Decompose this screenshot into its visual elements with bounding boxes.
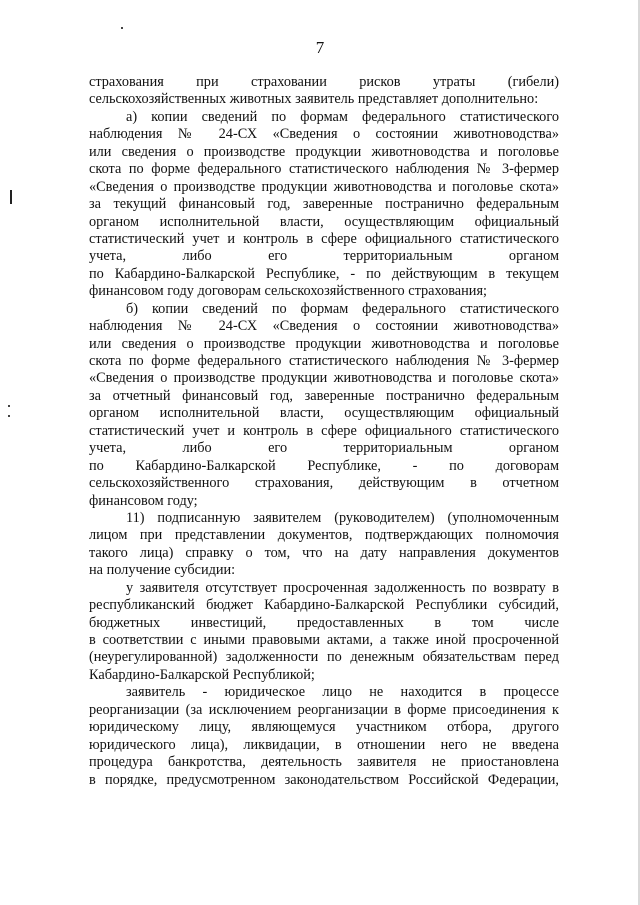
text-line: наблюдения № 24-СХ «Сведения о состоянии животноводства» [89, 318, 559, 335]
text-line: учета, либо его территориальным органом [89, 440, 559, 457]
text-line: реорганизации (за исключением реорганизации в форме присоединения к [89, 701, 559, 718]
text-line: юридического лица), ликвидации, в отношении него не введена [89, 736, 559, 753]
text-line: на получение субсидии: [89, 562, 236, 579]
text-line: Кабардино-Балкарской Республикой; [89, 666, 315, 683]
text-line: финансовом году договорам сельскохозяйственного страхования; [89, 283, 488, 300]
text-line: органом исполнительной власти, осуществляющим официальный [89, 405, 559, 422]
text-line: заявитель - юридическое лицо не находится в процессе [126, 684, 559, 701]
text-line: (неурегулированной) задолженности по денежным обязательствам перед [89, 649, 559, 666]
text-line: такого лица) справку о том, что на дату направления документов [89, 544, 559, 561]
text-line: «Сведения о производстве продукции животноводства и поголовье скота» [89, 370, 559, 387]
text-line: страхования при страховании рисков утраты (гибели) [89, 74, 559, 90]
text-line: за текущий финансовый год, заверенные постранично федеральным [89, 196, 559, 213]
scan-dot [8, 405, 10, 407]
text-line: 11) подписанную заявителем (руководителем) (уполномоченным [126, 509, 559, 526]
text-line: скота по форме федерального статистического наблюдения № 3-фермер [89, 353, 559, 369]
text-line: юридическому лицу, являющемуся участником отбора, другого [89, 719, 559, 736]
page-number: 7 [315, 38, 325, 57]
text-line: сельскохозяйственного страхования, действующим в отчетном [89, 475, 559, 492]
text-line: скота по форме федерального статистического наблюдения № 3-фермер [89, 161, 559, 178]
scan-margin-mark [10, 190, 12, 204]
text-line: в соответствии с иными правовыми актами, а также иной просроченной [89, 632, 559, 648]
text-line: или сведения о производстве продукции животноводства и поголовье [89, 335, 559, 352]
text-line: «Сведения о производстве продукции животноводства и поголовье скота» [89, 178, 559, 195]
text-line: наблюдения № 24-СХ «Сведения о состоянии животноводства» [89, 126, 559, 143]
text-line: в порядке, предусмотренном законодательством Российской Федерации, [89, 771, 559, 788]
text-line: по Кабардино-Балкарской Республике, - по действующим в текущем [89, 265, 559, 282]
text-line: статистический учет и контроль в сфере официального статистического [89, 230, 559, 247]
text-line: лицом при представлении документов, подтверждающих полномочия [89, 527, 559, 544]
text-line: учета, либо его территориальным органом [89, 248, 559, 265]
scan-dot [121, 27, 123, 29]
text-line: б) копии сведений по формам федерального статистического [126, 300, 559, 317]
text-line: или сведения о производстве продукции животноводства и поголовье [89, 143, 559, 160]
text-line: бюджетных инвестиций, предоставленных в том числе [89, 614, 559, 631]
text-line: сельскохозяйственных животных заявитель представляет дополнительно: [89, 91, 539, 108]
text-line: за отчетный финансовый год, заверенные постранично федеральным [89, 387, 559, 404]
text-line: а) копии сведений по формам федерального статистического [126, 108, 559, 125]
scan-dot [8, 415, 10, 417]
text-line: финансовом году; [89, 492, 198, 509]
text-line: процедура банкротства, деятельность заявителя не приостановлена [89, 754, 559, 771]
text-line: у заявителя отсутствует просроченная задолженность по возврату в [126, 579, 559, 596]
text-line: республиканский бюджет Кабардино-Балкарской Республики субсидий, [89, 597, 559, 614]
text-line: органом исполнительной власти, осуществляющим официальный [89, 213, 559, 230]
text-line: по Кабардино-Балкарской Республике, - по договорам [89, 457, 559, 474]
body-text [89, 74, 559, 789]
text-line: статистический учет и контроль в сфере официального статистического [89, 422, 559, 439]
